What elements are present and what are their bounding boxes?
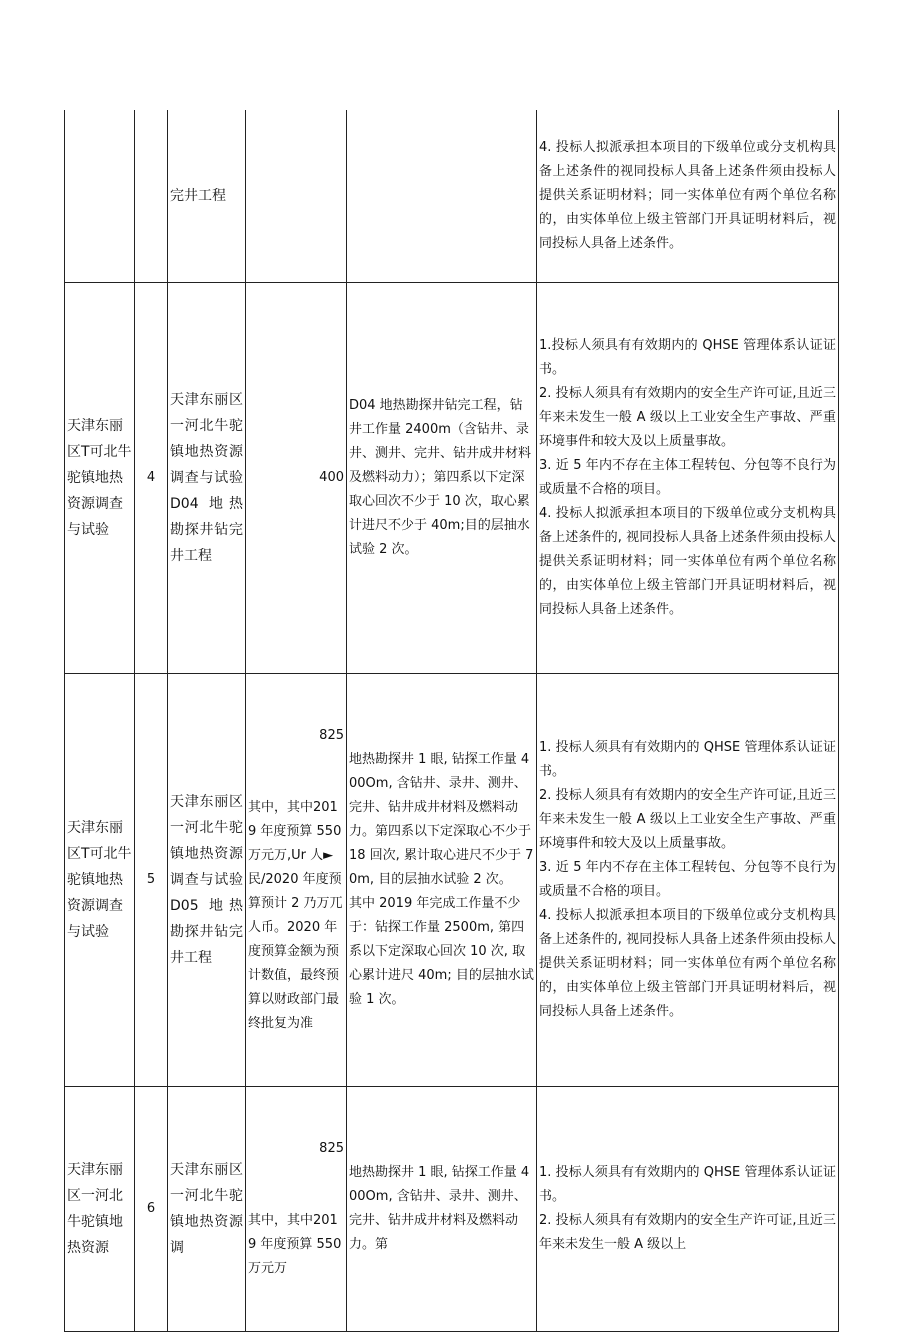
item-number-cell (135, 110, 168, 282)
budget-cell (246, 1086, 347, 1331)
item-number-cell: 4 (135, 282, 168, 673)
qualification-cell (537, 110, 839, 282)
budget-cell (246, 110, 347, 282)
table-row (65, 1086, 839, 1331)
table-row (65, 282, 839, 673)
project-name-cell (65, 110, 135, 282)
project-title-cell: 天津东丽区一河北牛驼镇地热资源调 (168, 1086, 246, 1331)
bid-requirements-table (64, 110, 839, 1332)
qualification-text: 4. 投标人拟派承担本项目的下级单位或分支机构具备上述条件的视同投标人具备上述条件须由投标人提供关系证明材料；同一实体单位有两个单位名称的，由实体单位上级主管部门开具证明材料后，视同投标人具备上述条件。 (539, 139, 836, 251)
item-number-cell: 5 (135, 673, 168, 1086)
budget-cell: 400 (246, 282, 347, 673)
budget-amount: 825 (319, 727, 344, 743)
qualification-text: 1.投标人须具有有效期内的 QHSE 管理体系认证证书。 2. 投标人须具有有效期内的安全生产许可证,且近三年来未发生一般 A 级以上工业安全生产事故、严重环境事件和较大及以上质量事故。 3. 近 5 年内不存在主体工程转包、分包等不良行为或质量不合格的项目。 4. 投标人拟派承担本项目的下级单位或分支机构具备上述条件的, 视同投标人具备上述条件须由投标人提供关系证明材料；同一实体单位有两个单位名称的，由实体单位上级主管部门开具证明材料后，视同投标人具备上述条件。 (539, 337, 836, 617)
project-name-cell: 天津东丽区T可北牛驼镇地热资源调查与试验 (65, 282, 135, 673)
budget-note: 其中，其中2019 年度预算 550 万元万 (248, 1212, 346, 1276)
qualification-cell (537, 282, 839, 673)
item-number-cell: 6 (135, 1086, 168, 1331)
qualification-text: 1. 投标人须具有有效期内的 QHSE 管理体系认证证书。 2. 投标人须具有有效期内的安全生产许可证,且近三年来未发生一般 A 级以上工业安全生产事故、严重环境事件和较大及以上质量事故。 3. 近 5 年内不存在主体工程转包、分包等不良行为或质量不合格的项目。 4. 投标人拟派承担本项目的下级单位或分支机构具备上述条件的, 视同投标人具备上述条件须由投标人提供关系证明材料；同一实体单位有两个单位名称的，由实体单位上级主管部门开具证明材料后，视同投标人具备上述条件。 (539, 739, 836, 1019)
budget-cell (246, 673, 347, 1086)
project-title-cell: 完井工程 (168, 110, 246, 282)
table-row (65, 673, 839, 1086)
budget-amount: 825 (319, 1140, 344, 1156)
qualification-cell (537, 673, 839, 1086)
table-row (65, 110, 839, 282)
project-title-cell: 天津东丽区一河北牛驼镇地热资源调查与试验D05 地热勘探井钻完井工程 (168, 673, 246, 1086)
project-name-cell: 天津东丽区一河北牛驼镇地热资源 (65, 1086, 135, 1331)
project-title-cell: 天津东丽区一河北牛驼镇地热资源调查与试验D04 地热勘探井钻完井工程 (168, 282, 246, 673)
qualification-cell: 1. 投标人须具有有效期内的 QHSE 管理体系认证证书。 2. 投标人须具有有效期内的安全生产许可证,且近三年来未发生一般 A 级以上 (537, 1086, 839, 1331)
work-content-cell: D04 地热勘探井钻完工程，钻井工作量 2400m（含钻井、录井、测井、完井、钻井成井材料及燃料动力）；第四系以下定深取心回次不少于 10 次，取心累计进尺不少于 40m;目的层抽水试验 2 次。 (347, 282, 537, 673)
project-name-cell: 天津东丽区T可北牛驼镇地热资源调查与试验 (65, 673, 135, 1086)
work-content-cell: 地热勘探井 1 眼, 钻探工作量 400Om, 含钻井、录井、测井、完井、钻井成井材料及燃料动力。第四系以下定深取心不少于 18 回次, 累计取心进尺不少于 70m, 目的层抽水试验 2 次。 其中 2019 年完成工作量不少于：钻探工作量 2500m, 第四系以下定深取心回次 10 次, 取心累计进尺 40m; 目的层抽水试验 1 次。 (347, 673, 537, 1086)
work-content-cell: 地热勘探井 1 眼, 钻探工作量 400Om, 含钻井、录井、测井、完井、钻井成井材料及燃料动力。第 (347, 1086, 537, 1331)
work-content-cell (347, 110, 537, 282)
budget-note: 其中，其中2019 年度预算 550 万元万,Ur 人►民/2020 年度预算预计 2 乃万兀人币。2020 年度预算金额为预计数值，最终预算以财政部门最终批复为准 (248, 799, 346, 1031)
